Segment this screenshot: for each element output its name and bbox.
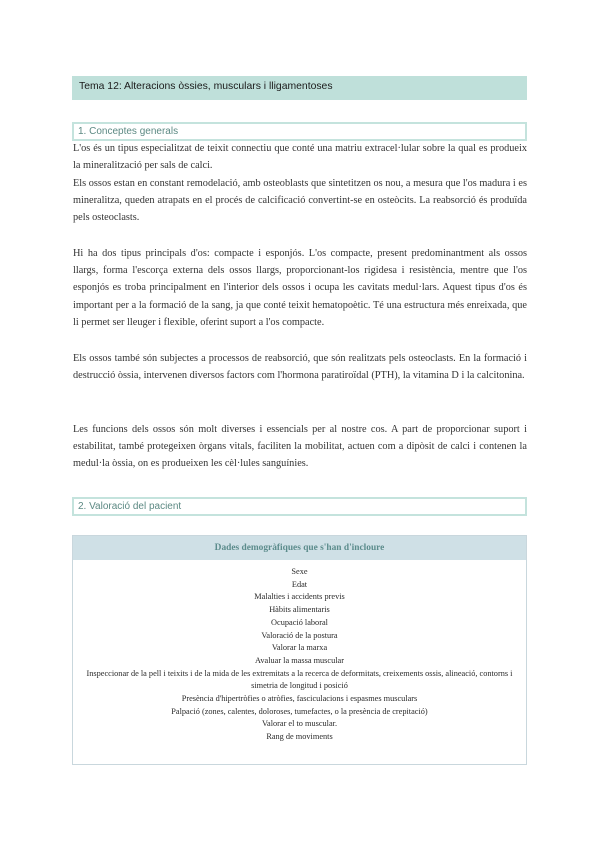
paragraph-definition: L'os és un tipus especialitzat de teixit connectiu que conté una matriu extracel·lular sobre la qual es produeix la mineralització per sals de calci. bbox=[73, 143, 527, 172]
paragraph-reabsorption: Els ossos també són subjectes a processos de reabsorció, que són realitzats pels osteoclasts. En la formació i destrucció òssia, intervenen diversos factors com l'hormona paratiroïdal (PTH), la vitamina D i la calcitonina. bbox=[73, 353, 527, 382]
section-heading-conceptes-generals: 1. Conceptes generals bbox=[72, 122, 527, 141]
paragraph-functions: Les funcions dels ossos són molt diverses i essencials per al nostre cos. A part de proporcionar suport i estabilitat, també protegeixen òrgans vitals, faciliten la mobilitat, actuen com a dipòsit de calci i contenen la medul·la òssia, on es produeixen les cèl·lules sanguínies. bbox=[73, 424, 527, 470]
table-item: Valoració de la postura bbox=[261, 630, 338, 640]
table-item: Edat bbox=[291, 579, 308, 589]
table-item: Hàbits alimentaris bbox=[269, 605, 330, 615]
table-item: Palpació (zones, calentes, doloroses, tumefactes, o la presència de crepitació) bbox=[171, 706, 428, 716]
table-item: Malalties i accidents previs bbox=[254, 592, 345, 602]
demographics-table bbox=[72, 535, 527, 765]
topic-title: Tema 12: Alteracions òssies, musculars i lligamentoses bbox=[72, 76, 527, 100]
table-item: Valorar el to muscular. bbox=[261, 719, 338, 729]
table-item: Ocupació laboral bbox=[271, 617, 328, 627]
table-item: Rang de moviments bbox=[266, 732, 333, 742]
section-heading-valoracio-pacient: 2. Valoració del pacient bbox=[72, 497, 527, 516]
table-items bbox=[73, 560, 526, 744]
paragraph-bone-types: Hi ha dos tipus principals d'os: compacte i esponjós. L'os compacte, present predominantment als ossos llargs, forma l'escorça externa dels ossos llargs, proporcionant-los rigidesa i resistència, mentre que l'os esponjós es troba principalment en l'interior dels ossos i ocupa les cavitats medul·lars. Aquest tipus d'os és important per a la formació de la sang, ja que conté teixit hematopoètic. Té una estructura més enreixada, que li permet ser lleuger i flexible, oferint suport a l'os compacte. bbox=[73, 248, 527, 328]
table-item: Inspeccionar de la pell i teixits i de la mida de les extremitats a la recerca de deformitats, creixements ossis, alineació, contorns i simetria de longitud i posició bbox=[86, 668, 513, 691]
table-item: Sexe bbox=[291, 567, 308, 576]
table-item: Valorar la marxa bbox=[271, 643, 328, 653]
paragraph-remodeling: Els ossos estan en constant remodelació, amb osteoblasts que sintetitzen os nou, a mesura que l'os madura i es mineralitza, queden atrapats en el procés de calcificació convertint-se en osteòcits. La reabsorció és produïda pels osteoclasts. bbox=[73, 178, 527, 224]
table-item: Presència d'hipertròfies o atròfies, fasciculacions i espasmes musculars bbox=[181, 694, 418, 704]
table-header: Dades demogràfiques que s'han d'incloure bbox=[73, 536, 526, 560]
table-item: Avaluar la massa muscular bbox=[254, 655, 344, 665]
